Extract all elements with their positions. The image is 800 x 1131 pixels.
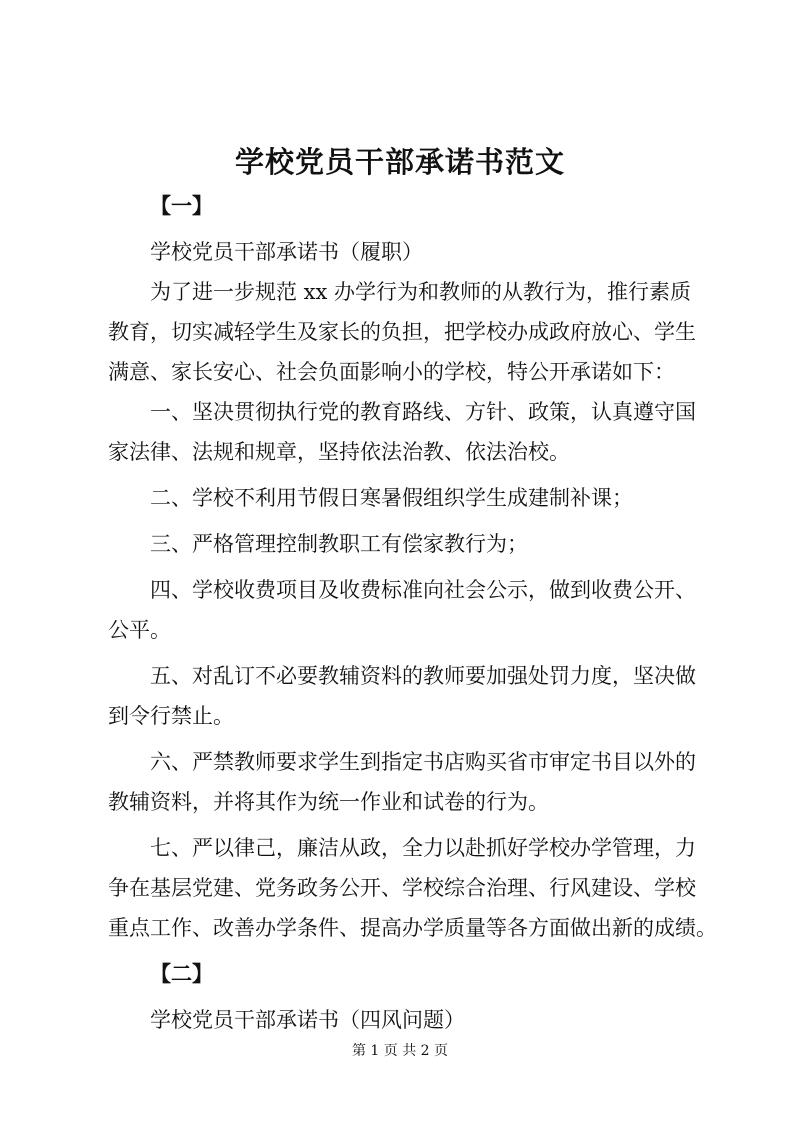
subtitle-2: 学校党员干部承诺书（四风问题） [150,1008,465,1032]
commitment-item-4-continued: 公平。 [108,618,171,642]
document-title: 学校党员干部承诺书范文 [234,145,565,179]
paragraph-line: 为了进一步规范 xx 办学行为和教师的从教行为，推行素质 [150,280,692,304]
paragraph-line: 满意、家长安心、社会负面影响小的学校，特公开承诺如下： [108,360,675,384]
subtitle-1: 学校党员干部承诺书（履职） [150,240,423,264]
commitment-item-1: 一、坚决贯彻执行党的教育路线、方针、政策，认真遵守国 [150,400,696,424]
commitment-item-7: 七、严以律己，廉洁从政，全力以赴抓好学校办学管理，力 [150,836,696,860]
section-heading-2: 【二】 [150,961,213,986]
commitment-item-5: 五、对乱订不必要教辅资料的教师要加强处罚力度，坚决做 [150,664,696,688]
paragraph-line: 教育，切实减轻学生及家长的负担，把学校办成政府放心、学生 [108,320,696,344]
commitment-item-2: 二、学校不利用节假日寒暑假组织学生成建制补课； [150,486,633,510]
document-body [108,186,717,1040]
commitment-item-6: 六、严禁教师要求学生到指定书店购买省市审定书目以外的 [150,750,696,774]
commitment-item-7-continued: 争在基层党建、党务政务公开、学校综合治理、行风建设、学校 [108,876,696,900]
section-heading-1: 【一】 [150,193,213,218]
commitment-item-5-continued: 到令行禁止。 [108,704,234,728]
commitment-item-1-continued: 家法律、法规和规章，坚持依法治教、依法治校。 [108,440,570,464]
commitment-item-7-continued: 重点工作、改善办学条件、提高办学质量等各方面做出新的成绩。 [108,916,717,940]
commitment-item-4: 四、学校收费项目及收费标准向社会公示，做到收费公开、 [150,578,696,602]
commitment-item-6-continued: 教辅资料，并将其作为统一作业和试卷的行为。 [108,790,549,814]
page-number-footer: 第 1 页 共 2 页 [351,1043,449,1059]
commitment-item-3: 三、严格管理控制教职工有偿家教行为； [150,532,528,556]
